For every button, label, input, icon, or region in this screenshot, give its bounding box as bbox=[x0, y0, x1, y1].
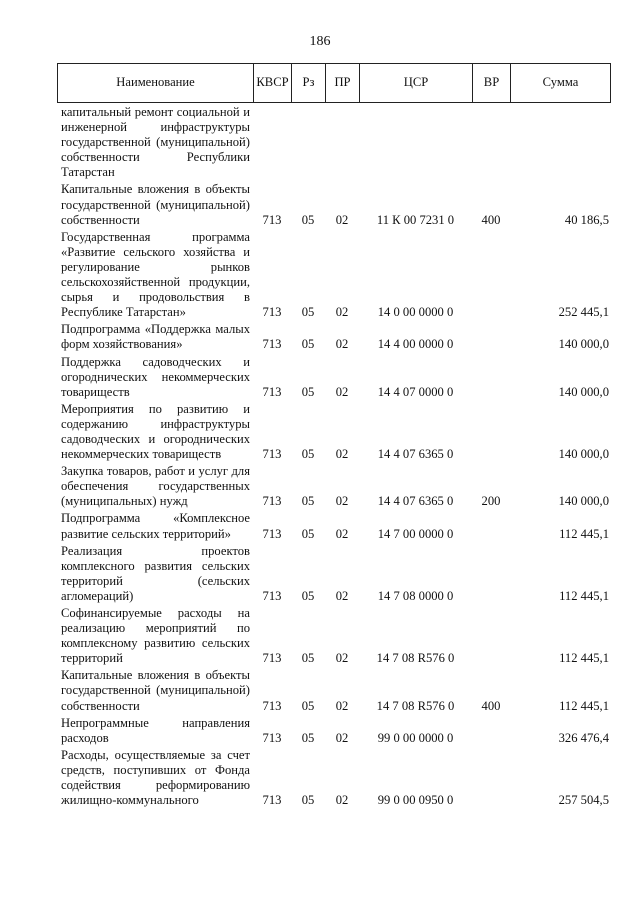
row-name: Софинансируемые расходы на реализацию мероприятий по комплексному развитию сельских территорий bbox=[61, 606, 250, 666]
row-csr: 14 7 00 0000 0 bbox=[377, 526, 454, 541]
row-sum: 112 445,1 bbox=[559, 588, 609, 603]
row-rz: 05 bbox=[301, 212, 315, 227]
row-sum: 40 186,5 bbox=[564, 212, 609, 227]
row-kvsr: 713 bbox=[262, 698, 282, 713]
table-row bbox=[57, 230, 611, 321]
row-name: Непрограммные направления расходов bbox=[61, 715, 250, 745]
row-csr: 14 4 07 6365 0 bbox=[377, 447, 454, 462]
table-row bbox=[57, 668, 611, 713]
row-sum: 112 445,1 bbox=[559, 651, 609, 666]
row-sum: 140 000,0 bbox=[558, 447, 609, 462]
row-name: Капитальные вложения в объекты государственной (муниципальной) собственности bbox=[61, 668, 250, 713]
row-sum: 112 445,1 bbox=[559, 698, 609, 713]
row-pr: 02 bbox=[335, 730, 349, 745]
row-pr: 02 bbox=[335, 212, 349, 227]
row-csr: 14 4 07 6365 0 bbox=[377, 494, 454, 509]
row-name: Закупка товаров, работ и услуг для обеспечения государственных (муниципальных) нужд bbox=[61, 464, 250, 509]
row-rz: 05 bbox=[301, 526, 315, 541]
table-row bbox=[57, 402, 611, 462]
table-row bbox=[57, 322, 611, 352]
row-rz: 05 bbox=[301, 494, 315, 509]
row-name: Расходы, осуществляемые за счет средств, поступивших от Фонда содействия реформированию жилищно-коммунального bbox=[61, 747, 250, 808]
table-row bbox=[57, 544, 611, 604]
row-pr: 02 bbox=[335, 447, 349, 462]
row-name: Подпрограмма «Поддержка малых форм хозяйствования» bbox=[61, 322, 250, 352]
row-name: Поддержка садоводческих и огороднических некоммерческих товариществ bbox=[61, 354, 250, 399]
row-kvsr: 713 bbox=[262, 526, 282, 541]
row-sum: 326 476,4 bbox=[558, 730, 609, 745]
row-sum: 140 000,0 bbox=[558, 494, 609, 509]
table-row bbox=[57, 464, 611, 509]
table-header-row bbox=[57, 63, 611, 103]
row-csr: 14 7 08 0000 0 bbox=[377, 588, 454, 603]
row-kvsr: 713 bbox=[262, 447, 282, 462]
header-name: Наименование bbox=[57, 64, 253, 102]
row-pr: 02 bbox=[335, 384, 349, 399]
row-name: Мероприятия по развитию и содержанию инфраструктуры садоводческих и огороднических некоммерческих товариществ bbox=[61, 401, 250, 462]
header-pr: ПР bbox=[325, 64, 359, 102]
row-kvsr: 713 bbox=[262, 793, 282, 808]
row-pr: 02 bbox=[335, 526, 349, 541]
row-kvsr: 713 bbox=[262, 651, 282, 666]
row-sum: 140 000,0 bbox=[558, 384, 609, 399]
header-csr: ЦСР bbox=[359, 64, 472, 102]
header-vr: ВР bbox=[472, 64, 510, 102]
row-csr: 14 4 07 0000 0 bbox=[377, 384, 454, 399]
row-kvsr: 713 bbox=[262, 337, 282, 352]
row-name: Реализация проектов комплексного развития сельских территорий (сельских агломераций) bbox=[61, 543, 250, 603]
row-csr: 14 7 08 R576 0 bbox=[376, 651, 455, 666]
row-vr: 400 bbox=[481, 698, 501, 713]
header-kvsr: КВСР bbox=[253, 64, 291, 102]
row-name: капитальный ремонт социальной и инженерной инфраструктуры государственной (муниципальной) собственности Республики Татарстан bbox=[61, 105, 250, 180]
row-csr: 99 0 00 0950 0 bbox=[377, 793, 454, 808]
row-sum: 252 445,1 bbox=[558, 305, 609, 320]
row-pr: 02 bbox=[335, 305, 349, 320]
row-pr: 02 bbox=[335, 793, 349, 808]
row-kvsr: 713 bbox=[262, 588, 282, 603]
table-row bbox=[57, 606, 611, 666]
row-rz: 05 bbox=[301, 588, 315, 603]
row-csr: 99 0 00 0000 0 bbox=[377, 730, 454, 745]
table-row bbox=[57, 182, 611, 227]
row-pr: 02 bbox=[335, 494, 349, 509]
table-row bbox=[57, 355, 611, 400]
row-vr: 400 bbox=[481, 212, 501, 227]
row-rz: 05 bbox=[301, 651, 315, 666]
page-number: 186 bbox=[309, 34, 331, 49]
row-kvsr: 713 bbox=[262, 384, 282, 399]
header-sum: Сумма bbox=[510, 64, 611, 102]
row-rz: 05 bbox=[301, 447, 315, 462]
row-sum: 257 504,5 bbox=[558, 793, 609, 808]
table-row bbox=[57, 105, 611, 180]
table-body bbox=[57, 105, 611, 808]
row-sum: 112 445,1 bbox=[559, 526, 609, 541]
row-csr: 14 0 00 0000 0 bbox=[377, 305, 454, 320]
row-kvsr: 713 bbox=[262, 494, 282, 509]
row-rz: 05 bbox=[301, 337, 315, 352]
row-csr: 11 К 00 7231 0 bbox=[376, 212, 455, 227]
row-rz: 05 bbox=[301, 793, 315, 808]
table-row bbox=[57, 716, 611, 746]
row-kvsr: 713 bbox=[262, 730, 282, 745]
row-name: Подпрограмма «Комплексное развитие сельских территорий» bbox=[61, 511, 250, 541]
row-name: Государственная программа «Развитие сельского хозяйства и регулирование рынков сельскохозяйственной продукции, сырья и продовольствия в Республике Татарстан» bbox=[61, 229, 250, 320]
row-vr: 200 bbox=[481, 494, 501, 509]
row-csr: 14 7 08 R576 0 bbox=[376, 698, 455, 713]
row-kvsr: 713 bbox=[262, 212, 282, 227]
row-sum: 140 000,0 bbox=[558, 337, 609, 352]
row-pr: 02 bbox=[335, 698, 349, 713]
row-rz: 05 bbox=[301, 698, 315, 713]
row-pr: 02 bbox=[335, 588, 349, 603]
header-rz: Рз bbox=[291, 64, 325, 102]
row-rz: 05 bbox=[301, 384, 315, 399]
table-row bbox=[57, 748, 611, 808]
table-row bbox=[57, 511, 611, 541]
row-kvsr: 713 bbox=[262, 305, 282, 320]
row-rz: 05 bbox=[301, 730, 315, 745]
row-pr: 02 bbox=[335, 337, 349, 352]
row-pr: 02 bbox=[335, 651, 349, 666]
row-rz: 05 bbox=[301, 305, 315, 320]
row-csr: 14 4 00 0000 0 bbox=[377, 337, 454, 352]
budget-table bbox=[57, 63, 611, 810]
row-name: Капитальные вложения в объекты государственной (муниципальной) собственности bbox=[61, 182, 250, 227]
